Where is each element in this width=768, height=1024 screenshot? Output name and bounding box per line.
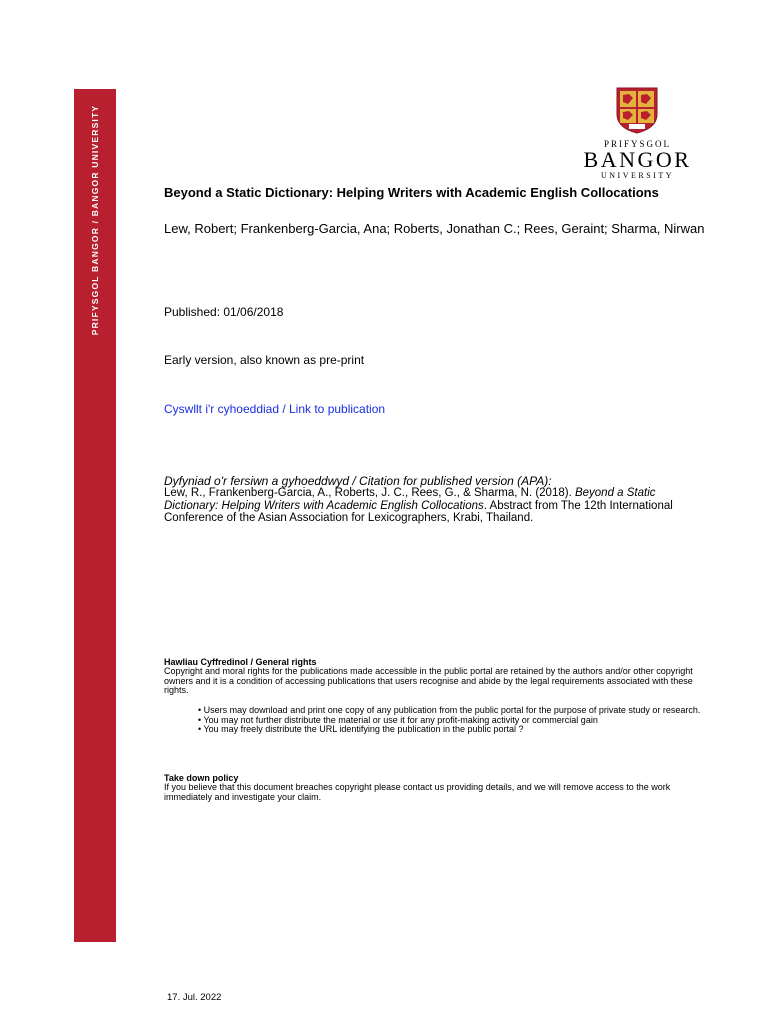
general-rights-heading: Hawliau Cyffredinol / General rights bbox=[164, 657, 317, 667]
citation-title: Beyond a Static Dictionary: Helping Writers with Academic English Collocations bbox=[164, 487, 656, 512]
sidebar-label: PRIFYSGOL BANGOR / BANGOR UNIVERSITY bbox=[90, 104, 100, 336]
general-rights-text: Copyright and moral rights for the publications made accessible in the public portal are retained by the authors and/or other copyright owners and it is a condition of accessing publications that users recognise and abide by the legal requirements associated with these rights. bbox=[164, 666, 693, 696]
takedown-text: If you believe that this document breaches copyright please contact us providing details, and we will remove access to the work immediately and investigate your claim. bbox=[164, 782, 671, 802]
logo-text-bangor: BANGOR bbox=[583, 147, 692, 172]
logo-text-university: UNIVERSITY bbox=[601, 171, 674, 180]
bangor-university-logo bbox=[575, 86, 700, 182]
footer-date: 17. Jul. 2022 bbox=[167, 992, 222, 1003]
citation-authors: Lew, R., Frankenberg-Garcia, A., Roberts, J. C., Rees, G., & Sharma, N. (2018). bbox=[164, 487, 575, 499]
publication-authors: Lew, Robert; Frankenberg-Garcia, Ana; Roberts, Jonathan C.; Rees, Geraint; Sharma, Nirwan bbox=[164, 221, 705, 236]
published-date: Published: 01/06/2018 bbox=[164, 305, 284, 319]
publication-title: Beyond a Static Dictionary: Helping Writers with Academic English Collocations bbox=[164, 185, 659, 200]
version-note: Early version, also known as pre-print bbox=[164, 353, 365, 367]
logo-text-prifysgol: PRIFYSGOL bbox=[603, 139, 671, 149]
citation-text bbox=[164, 487, 709, 525]
rights-list bbox=[164, 706, 709, 735]
citation-rest: . Abstract from The 12th International Conference of the Asian Association for Lexicographers, Krabi, Thailand. bbox=[164, 499, 673, 524]
list-item: • You may freely distribute the URL identifying the publication in the public portal ? bbox=[198, 724, 524, 735]
list-item: • You may not further distribute the material or use it for any profit-making activity or commercial gain bbox=[198, 714, 598, 725]
citation-heading: Dyfyniad o'r fersiwn a gyhoeddwyd / Citation for published version (APA): bbox=[164, 474, 552, 488]
takedown-heading: Take down policy bbox=[164, 773, 239, 783]
crest-icon bbox=[615, 86, 659, 134]
publication-link[interactable]: Cyswllt i'r cyhoeddiad / Link to publication bbox=[164, 402, 386, 416]
list-item: • Users may download and print one copy of any publication from the public portal for the purpose of private study or research. bbox=[198, 705, 701, 715]
